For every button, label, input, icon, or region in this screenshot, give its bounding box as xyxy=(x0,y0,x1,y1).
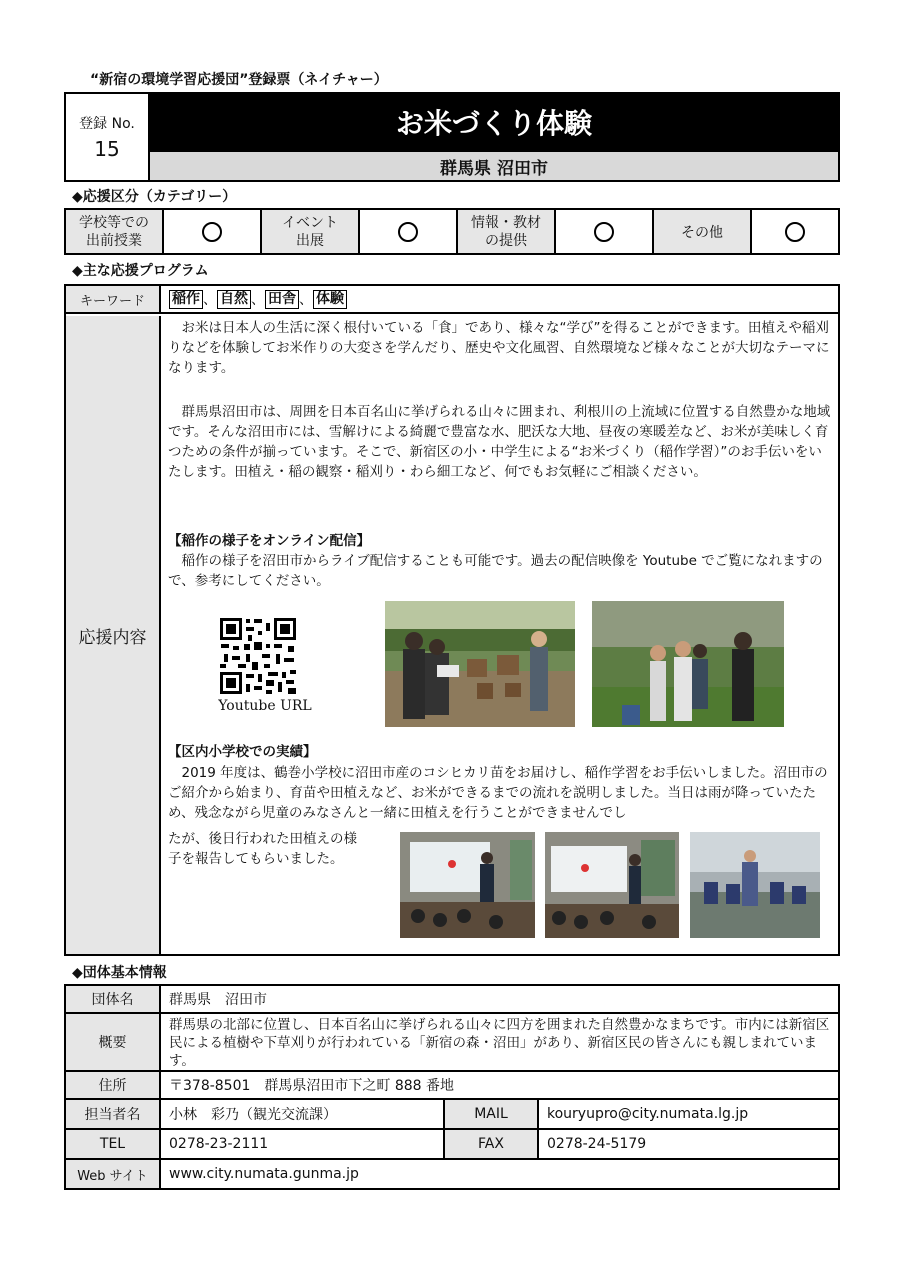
org-table xyxy=(64,984,840,1190)
keyword-tag: 自然 xyxy=(217,290,251,309)
circle-mark-icon xyxy=(594,222,614,242)
qr-caption: Youtube URL xyxy=(218,698,312,714)
org-summary-value: 群馬県の北部に位置し、日本百名山に挙げられる山々に四方を囲まれた自然豊かなまちです。市内には新宿区民による植樹や下草刈りが行われている「新宿の森・沼田」があり、新宿区民の皆さんにも親しまれています。 xyxy=(161,1014,838,1072)
keyword-list: 稲作 、 自然 、 田舎 、 体験 xyxy=(161,286,838,314)
org-address-value: 〒378-8501 群馬県沼田市下之町 888 番地 xyxy=(161,1072,838,1100)
org-address-label: 住所 xyxy=(66,1072,161,1100)
circle-mark-icon xyxy=(202,222,222,242)
program-section-title: ◆主な応援プログラム xyxy=(72,263,209,279)
content-paragraph-4: 2019 年度は、鶴巻小学校に沼田市産のコシヒカリ苗をお届けし、稲作学習をお手伝いしました。沼田市のご紹介から始まり、育苗や田植えなど、お米ができるまでの流れを説明しました。当日は雨が降っていたため、残念ながら児童のみなさんと一緒に田植えを行うことができませんでし xyxy=(168,765,828,821)
category-label-3: その他 xyxy=(654,210,752,253)
qr-code-icon xyxy=(218,616,298,696)
category-mark-0 xyxy=(164,210,262,253)
category-table xyxy=(64,208,840,255)
org-name-value: 群馬県 沼田市 xyxy=(161,986,838,1014)
keyword-tag: 稲作 xyxy=(169,290,203,309)
livestream-photo-1 xyxy=(385,601,575,727)
org-web-label: Web サイト xyxy=(66,1160,161,1188)
keyword-tag: 田舎 xyxy=(265,290,299,309)
circle-mark-icon xyxy=(398,222,418,242)
content-paragraph-2: 群馬県沼田市は、周囲を日本百名山に挙げられる山々に囲まれ、利根川の上流域に位置する自然豊かな地域です。そんな沼田市には、雪解けによる綺麗で豊富な水、肥沃な大地、昼夜の寒暖差など、お米が美味しく育つための条件が揃っています。そこで、新宿区の小・中学生による“お米づくり（稲作学習）”のお手伝いをいたします。田植え・稲の観察・稲刈り・わら細工など、何でもお気軽にご相談ください。 xyxy=(168,404,831,480)
category-mark-2 xyxy=(556,210,654,253)
classroom-photo-2 xyxy=(545,832,679,938)
category-section-title: ◆応援区分（カテゴリー） xyxy=(72,189,237,205)
category-mark-1 xyxy=(360,210,458,253)
location-label: 群馬県 沼田市 xyxy=(440,158,548,179)
org-contact-value: 小林 彩乃（観光交流課） xyxy=(161,1100,445,1130)
results-heading: 【区内小学校での実績】 xyxy=(168,744,317,760)
keyword-label: キーワード xyxy=(66,286,161,314)
org-fax-value: 0278-24-5179 xyxy=(539,1130,838,1160)
circle-mark-icon xyxy=(785,222,805,242)
qr-code[interactable] xyxy=(218,616,298,696)
registration-box xyxy=(66,94,150,180)
location-bar xyxy=(150,150,838,180)
registration-label: 登録 No. xyxy=(79,116,135,132)
content-paragraph-3: 稲作の様子を沼田市からライブ配信することも可能です。過去の配信映像を Youtube でご覧になれますので、参考にしてください。 xyxy=(168,553,823,589)
org-section-title: ◆団体基本情報 xyxy=(72,965,167,981)
livestream-photo-2 xyxy=(592,601,784,727)
classroom-photo-3 xyxy=(690,832,820,938)
classroom-photo-1 xyxy=(400,832,535,938)
registration-number: 15 xyxy=(94,137,120,161)
content-paragraph-1: お米は日本人の生活に深く根付いている「食」であり、様々な“学び”を得ることができます。田植えや稲刈りなどを体験してお米作りの大変さを学んだり、歴史や文化風習、自然環境など様々なことが大切なテーマになります。 xyxy=(168,320,830,376)
content-label: 応援内容 xyxy=(66,316,161,954)
org-fax-label: FAX xyxy=(445,1130,539,1160)
category-label-0: 学校等での 出前授業 xyxy=(66,210,164,253)
header-note: “新宿の環境学習応援団”登録票（ネイチャー） xyxy=(90,72,388,88)
title-block xyxy=(64,92,840,182)
category-label-2: 情報・教材 の提供 xyxy=(458,210,556,253)
results-tail-text: たが、後日行われた田植えの様子を報告してもらいました。 xyxy=(168,829,368,869)
org-mail-value[interactable]: kouryupro@city.numata.lg.jp xyxy=(539,1100,838,1130)
online-heading: 【稲作の様子をオンライン配信】 xyxy=(168,533,371,549)
org-contact-label: 担当者名 xyxy=(66,1100,161,1130)
org-summary-label: 概要 xyxy=(66,1014,161,1072)
keyword-tag: 体験 xyxy=(313,290,347,309)
org-web-value[interactable]: www.city.numata.gunma.jp xyxy=(169,1166,359,1182)
title-banner xyxy=(150,94,838,150)
org-tel-value: 0278-23-2111 xyxy=(161,1130,445,1160)
category-label-1: イベント 出展 xyxy=(262,210,360,253)
org-mail-label: MAIL xyxy=(445,1100,539,1130)
org-name-label: 団体名 xyxy=(66,986,161,1014)
org-tel-label: TEL xyxy=(66,1130,161,1160)
category-mark-3 xyxy=(752,210,838,253)
page-title: お米づくり体験 xyxy=(395,107,592,140)
